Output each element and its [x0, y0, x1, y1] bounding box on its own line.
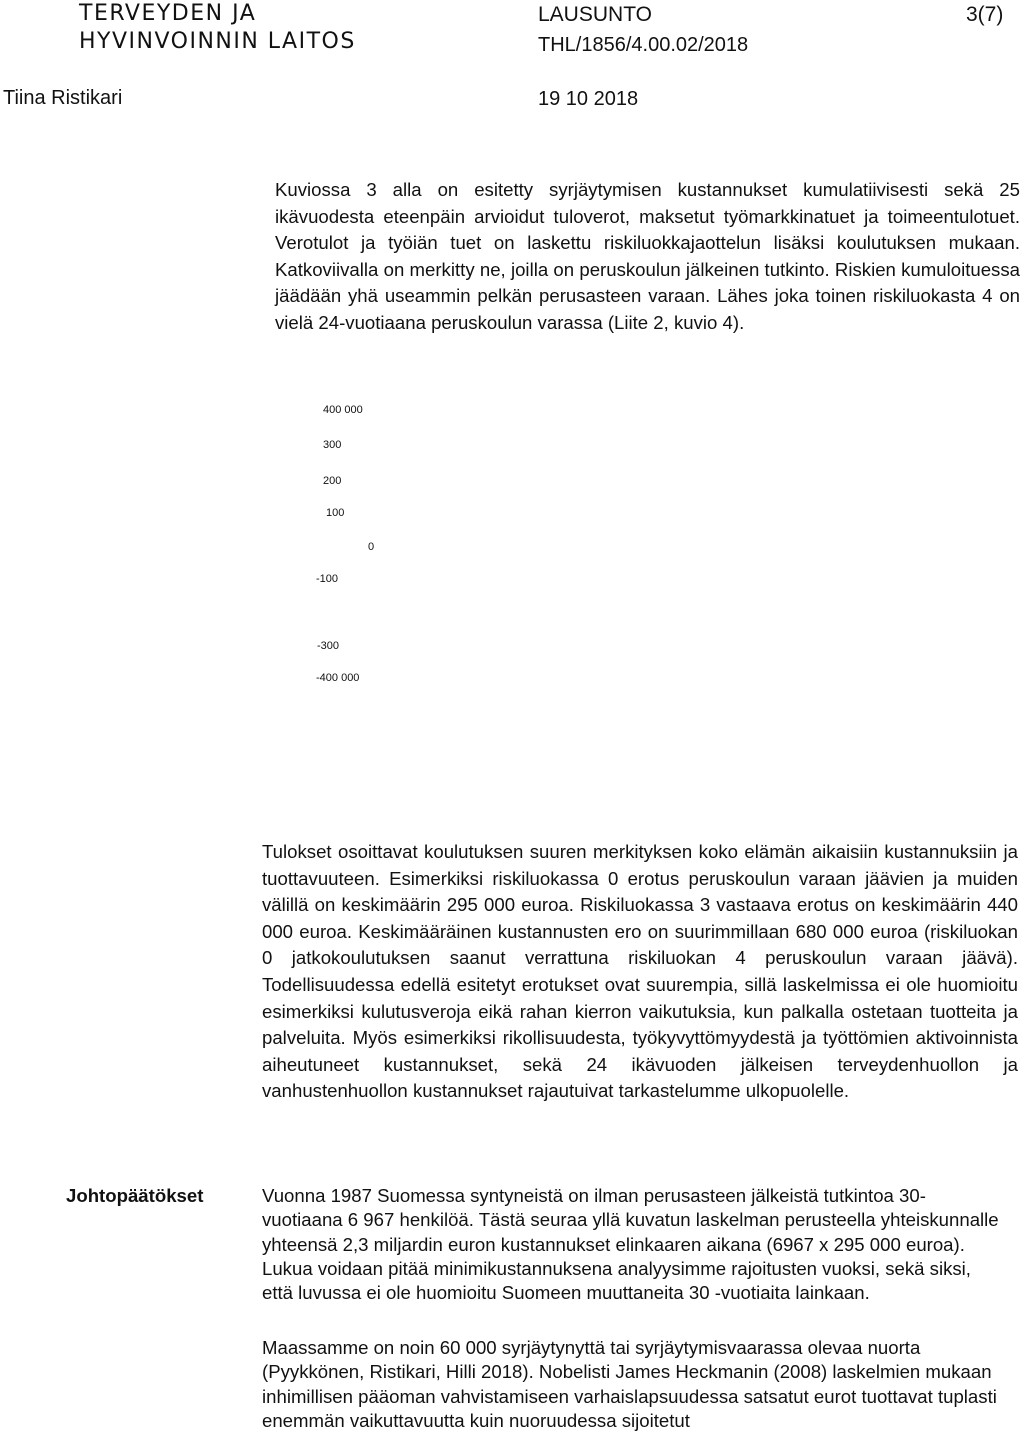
axis-tick-label: 100: [326, 507, 345, 519]
document-date: 19 10 2018: [538, 88, 639, 110]
axis-tick-label: -400 000: [316, 672, 360, 684]
paragraph-conclusions-2: Maassamme on noin 60 000 syrjäytynyttä tai syrjäytymisvaarassa olevaa nuorta (Pyykkönen, Ristikari, Hilli 2018). Nobelisti James Heckmanin (2008) laskelmien mukaan inhimillisen pääoman vahvistamiseen varhaislapsuudessa satsatut eurot tuottavat tuplasti enemmän vaikuttavuutta kuin nuoruudessa sijoitetut: [262, 1337, 997, 1431]
paragraph-conclusions-1: Vuonna 1987 Suomessa syntyneistä on ilman perusasteen jälkeistä tutkintoa 30-vuotiaana 6 967 henkilöä. Tästä seuraa yllä kuvatun laskelman perusteella yhteiskunnalle yhteensä 2,3 miljardin euron kustannukset elinkaaren aikana (6967 x 295 000 euroa). Lukua voidaan pitää minimikustannuksena analyysimme rajoitusten vuoksi, sekä siksi, että luvussa ei ole huomioitu Suomeen muuttaneita 30 -vuotiaita lainkaan.: [262, 1185, 999, 1304]
axis-tick-label: 200: [323, 475, 342, 487]
organization-name-line2: HYVINVOINNIN LAITOS: [79, 29, 356, 54]
axis-tick-label: -100: [316, 573, 339, 585]
author-name: Tiina Ristikari: [3, 87, 123, 109]
axis-tick-label: 0: [368, 541, 375, 553]
organization-name-line1: TERVEYDEN JA: [79, 1, 257, 26]
page-number: 3(7): [966, 3, 1004, 26]
axis-tick-label: 400 000: [323, 404, 363, 416]
section-heading-conclusions: Johtopäätökset: [66, 1185, 204, 1206]
paragraph-figure-intro: Kuviossa 3 alla on esitetty syrjäytymisen kustannukset kumulatiivisesti sekä 25 ikävuodesta eteenpäin arvioidut tuloverot, maksetut työmarkkinatuet ja toimeentulotuet. Verotulot ja työiän tuet on laskettu riskiluokkajaottelun lisäksi koulutuksen mukaan. Katkoviivalla on merkitty ne, joilla on peruskoulun jälkeinen tutkinto. Riskien kumuloituessa jäädään yhä useammin pelkän perusasteen varaan. Lähes joka toinen riskiluokasta 4 on vielä 24-vuotiaana peruskoulun varassa (Liite 2, kuvio 4).: [275, 179, 1020, 333]
axis-tick-label: -300: [317, 640, 340, 652]
document-reference: THL/1856/4.00.02/2018: [538, 34, 749, 56]
paragraph-results: Tulokset osoittavat koulutuksen suuren merkityksen koko elämän aikaisiin kustannuksiin ja tuottavuuteen. Esimerkiksi riskiluokassa 0 erotus peruskoulun varaan jäävien ja muiden välillä on keskimäärin 295 000 euroa. Riskiluokassa 3 vastaava erotus on keskimäärin 440 000 euroa. Keskimääräinen kustannusten ero on suurimmillaan 680 000 euroa (riskiluokan 0 jatkokoulutuksen saanut verrattuna riskiluokan 4 peruskoulun varaan jäävä). Todellisuudessa edellä esitetyt erotukset ovat suurempia, sillä laskelmissa ei ole huomioitu esimerkiksi kulutusveroja eikä rahan kierron vaikutuksia, kun palkalla ostetaan tuotteita ja palveluita. Myös esimerkiksi rikollisuudesta, työkyvyttömyydestä ja työttömien aktivoinnista aiheutuneet kustannukset, sekä 24 ikävuoden jälkeisen terveydenhuollon ja vanhustenhuollon kustannukset rajautuivat tarkastelumme ulkopuolelle.: [262, 841, 1018, 1102]
axis-tick-label: 300: [323, 439, 342, 451]
document-type: LAUSUNTO: [538, 3, 652, 26]
